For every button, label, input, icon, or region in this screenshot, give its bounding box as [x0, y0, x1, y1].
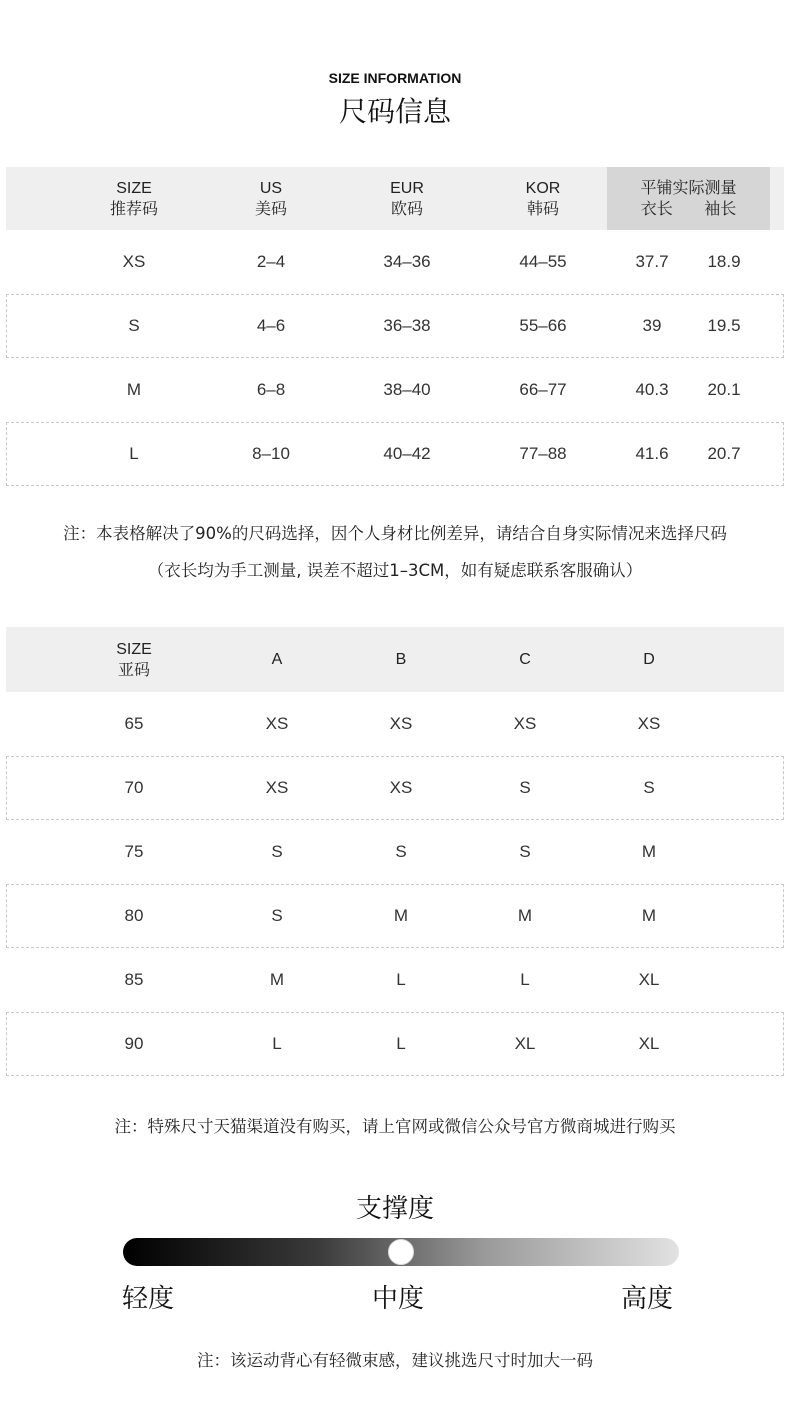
header-cup-b: B: [395, 651, 407, 668]
cell-cup-c: S: [519, 842, 531, 861]
cell-band: 65: [124, 714, 144, 733]
header-size: [64, 167, 204, 230]
title-chinese: 尺码信息: [338, 95, 451, 128]
cell-eur: 36–38: [383, 316, 431, 335]
support-label-high: 高度: [621, 1284, 674, 1314]
channel-note: 注：特殊尺寸天猫渠道没有购买，请上官网或微信公众号官方微商城进行购买: [114, 1117, 676, 1136]
fit-note: 注：该运动背心有轻微束感，建议挑选尺寸时加大一码: [197, 1351, 593, 1370]
cell-cup-b: XS: [389, 714, 413, 733]
cell-cup-d: XL: [638, 1034, 660, 1053]
table-row: [6, 230, 784, 294]
cell-us: 8–10: [252, 444, 290, 463]
cell-cup-b: S: [395, 842, 407, 861]
cell-eur: 38–40: [383, 380, 431, 399]
header-measurement-title: 平铺实际测量: [640, 179, 737, 197]
cell-cup-b: M: [393, 906, 409, 925]
cell-sleeve: 18.9: [707, 252, 741, 271]
header-size-en: SIZE: [116, 179, 152, 197]
header-eur-en: EUR: [390, 179, 424, 197]
header-eur-cn: 欧码: [390, 200, 423, 218]
cell-cup-b: L: [396, 1034, 406, 1053]
cell-cup-a: XS: [265, 714, 289, 733]
table-row: [6, 294, 784, 358]
support-level-indicator: [388, 1239, 414, 1265]
cell-us: 6–8: [256, 380, 286, 399]
size-table-header: [6, 167, 784, 230]
cell-length: 37.7: [635, 252, 669, 271]
cell-kor: 77–88: [519, 444, 567, 463]
table-row: [6, 820, 784, 884]
cell-band: 85: [124, 970, 144, 989]
cell-kor: 44–55: [519, 252, 567, 271]
table-row: [6, 884, 784, 948]
header-length: 衣长: [640, 200, 673, 218]
cell-sleeve: 19.5: [707, 316, 741, 335]
header-bra-size: [74, 627, 194, 692]
cell-band: 90: [124, 1034, 144, 1053]
cell-cup-c: M: [517, 906, 533, 925]
table-row: [6, 756, 784, 820]
cell-band: 80: [124, 906, 144, 925]
header-bra-size-cn: 亚码: [117, 661, 150, 679]
cell-cup-d: S: [643, 778, 655, 797]
cell-size: L: [129, 444, 139, 463]
table-row: [6, 948, 784, 1012]
table-row: [6, 358, 784, 422]
bra-table-header: [6, 627, 784, 692]
header-cup-a: A: [271, 651, 283, 668]
cell-cup-c: S: [519, 778, 531, 797]
header-sleeve: 袖长: [704, 200, 737, 218]
header-kor: [483, 167, 603, 230]
cell-cup-a: S: [271, 842, 283, 861]
support-title: 支撑度: [355, 1194, 434, 1224]
header-us-en: US: [259, 179, 283, 197]
header-us-cn: 美码: [254, 200, 287, 218]
cell-sleeve: 20.7: [707, 444, 741, 463]
cell-size: S: [128, 316, 140, 335]
table-row: [6, 692, 784, 756]
cell-cup-d: M: [641, 906, 657, 925]
header-eur: [347, 167, 467, 230]
cell-cup-d: M: [641, 842, 657, 861]
bra-size-table: [6, 627, 784, 1076]
cell-size: M: [126, 380, 142, 399]
cell-length: 39: [642, 316, 662, 335]
size-note-line1: 注：本表格解决了90%的尺码选择，因个人身材比例差异，请结合自身实际情况来选择尺码: [63, 524, 727, 543]
header-cup-c: C: [519, 651, 531, 668]
support-label-mid: 中度: [372, 1284, 425, 1314]
cell-cup-d: XL: [638, 970, 660, 989]
cell-cup-a: XS: [265, 778, 289, 797]
cell-cup-b: XS: [389, 778, 413, 797]
cell-cup-c: XS: [513, 714, 537, 733]
header-cup-d: D: [643, 651, 655, 668]
header-measurement: [607, 167, 770, 230]
cell-cup-d: XS: [637, 714, 661, 733]
cell-cup-a: L: [272, 1034, 282, 1053]
title-english: SIZE INFORMATION: [328, 70, 462, 86]
cell-eur: 40–42: [383, 444, 431, 463]
header-size-cn: 推荐码: [109, 200, 158, 218]
cell-us: 2–4: [256, 252, 286, 271]
cell-sleeve: 20.1: [707, 380, 741, 399]
cell-band: 70: [124, 778, 144, 797]
cell-length: 40.3: [635, 380, 669, 399]
cell-length: 41.6: [635, 444, 669, 463]
table-row: [6, 1012, 784, 1076]
cell-band: 75: [124, 842, 144, 861]
cell-kor: 66–77: [519, 380, 567, 399]
support-label-low: 轻度: [122, 1284, 175, 1314]
size-table: [6, 167, 784, 486]
table-row: [6, 422, 784, 486]
cell-cup-a: S: [271, 906, 283, 925]
cell-cup-a: M: [269, 970, 285, 989]
header-kor-en: KOR: [525, 179, 561, 197]
cell-eur: 34–36: [383, 252, 431, 271]
header-kor-cn: 韩码: [526, 200, 559, 218]
cell-us: 4–6: [256, 316, 286, 335]
cell-kor: 55–66: [519, 316, 567, 335]
cell-size: XS: [122, 252, 146, 271]
cell-cup-c: XL: [514, 1034, 536, 1053]
cell-cup-b: L: [396, 970, 406, 989]
header-bra-size-en: SIZE: [116, 640, 152, 658]
size-note-line2: （衣长均为手工测量, 误差不超过1–3CM，如有疑虑联系客服确认）: [147, 561, 643, 580]
cell-cup-c: L: [520, 970, 530, 989]
header-us: [211, 167, 331, 230]
